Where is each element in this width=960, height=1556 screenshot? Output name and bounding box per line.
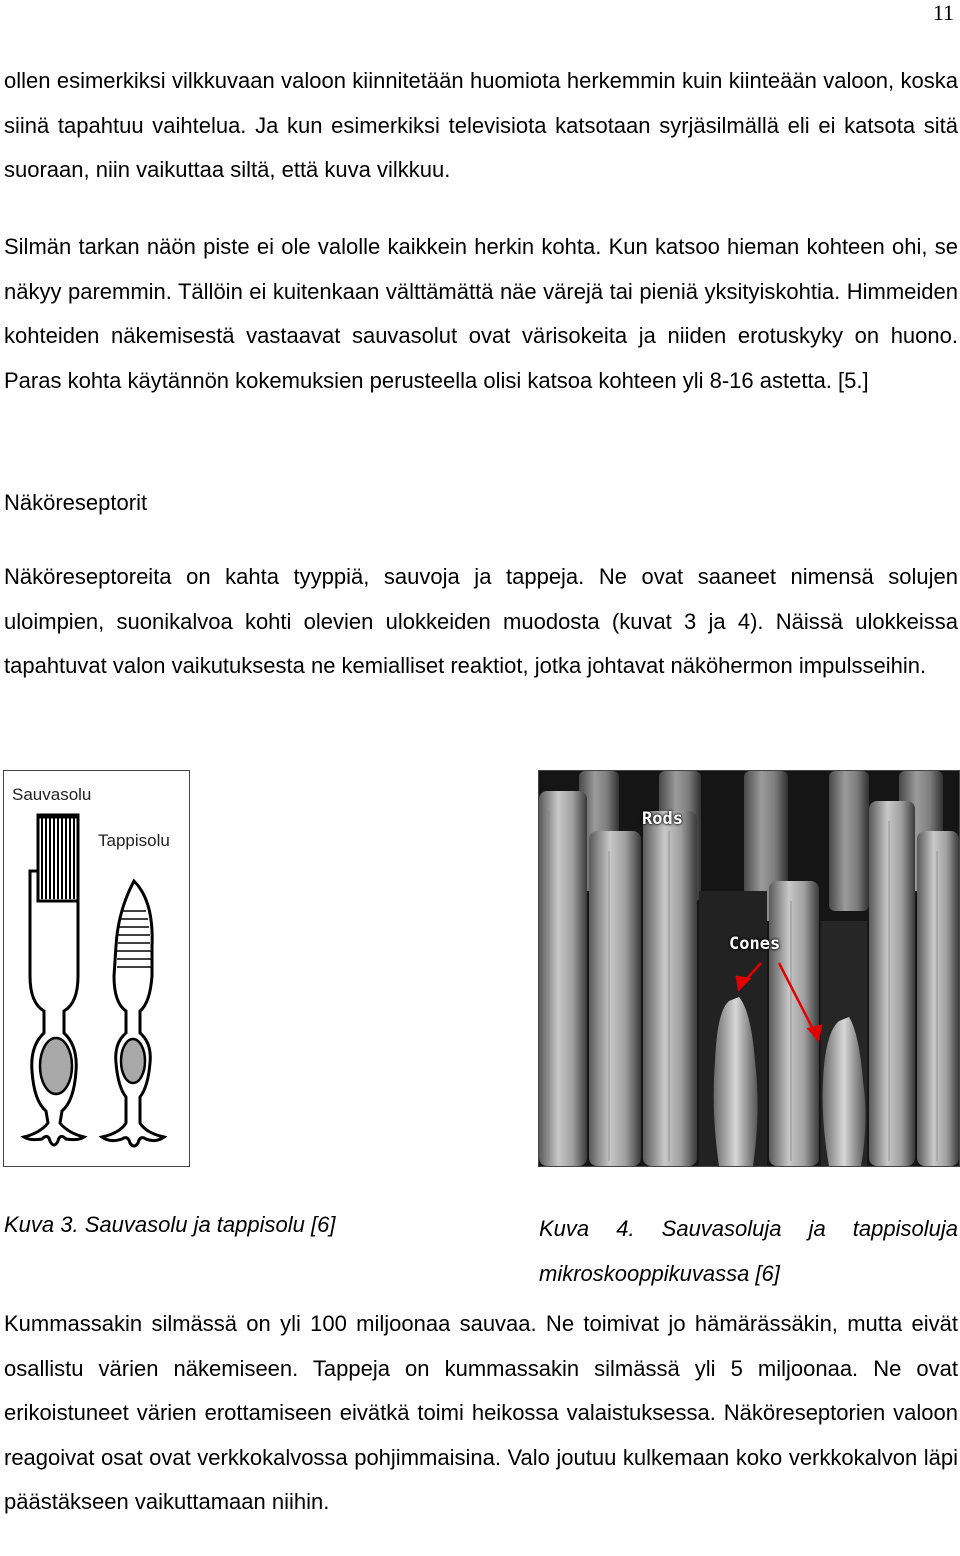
rod-label: Sauvasolu bbox=[12, 785, 92, 804]
rod-nucleus bbox=[40, 1038, 72, 1094]
micrograph-illustration bbox=[539, 771, 959, 1166]
paragraph-2: Silmän tarkan näön piste ei ole valolle kaikkein herkin kohta. Kun katsoo hieman kohteen ohi, se näkyy paremmin. Tällöin ei kuitenkaan välttämättä näe värejä tai pieniä yksityiskohtia. Himmeiden kohteiden näkemisestä vastaavat sauvasolut ovat värisokeita ja niiden erotuskyky on huono. Paras kohta käytännön kokemuksien perusteella olisi katsoa kohteen yli 8-16 astetta. [5.] bbox=[4, 234, 958, 393]
cone-cell-outline bbox=[102, 881, 164, 1146]
cones-label: Cones bbox=[729, 934, 781, 954]
figure3-caption: Kuva 3. Sauvasolu ja tappisolu [6] bbox=[4, 1212, 336, 1237]
rod-cone-illustration bbox=[4, 771, 189, 1166]
figure-rod-cone-drawing bbox=[3, 770, 190, 1167]
paragraph-4: Kummassakin silmässä on yli 100 miljoonaa sauvaa. Ne toimivat jo hämärässäkin, mutta eivät osallistu värien näkemiseen. Tappeja on kummassakin silmässä yli 5 miljoonaa. Ne ovat erikoistuneet värien erottamiseen eivätkä toimi heikossa valaistuksessa. Näköreseptorien valoon reagoivat osat ovat verkkokalvossa pohjimmaisina. Valo joutuu kulkemaan koko verkkokalvon läpi päästäkseen vaikuttamaan niihin. bbox=[4, 1311, 958, 1514]
rods-label: Rods bbox=[642, 809, 683, 829]
cone-label: Tappisolu bbox=[98, 831, 170, 850]
paragraph-1: ollen esimerkiksi vilkkuvaan valoon kiinnitetään huomiota herkemmin kuin kiinteään valoon, koska siinä tapahtuu vaihtelua. Ja kun esimerkiksi televisiota katsotaan syrjäsilmällä eli ei katsota sitä suoraan, niin vaikuttaa siltä, että kuva vilkkuu. bbox=[4, 68, 958, 182]
figure4-caption: Kuva 4. Sauvasoluja ja tappisoluja mikroskooppikuvassa [6] bbox=[539, 1216, 958, 1286]
figure-micrograph bbox=[538, 770, 960, 1167]
section-heading: Näköreseptorit bbox=[4, 490, 148, 515]
cone-nucleus bbox=[121, 1039, 145, 1083]
page-number: 11 bbox=[932, 0, 954, 25]
paragraph-3: Näköreseptoreita on kahta tyyppiä, sauvoja ja tappeja. Ne ovat saaneet nimensä solujen uloimpien, suonikalvoa kohti olevien ulokkeiden muodosta (kuvat 3 ja 4). Näissä ulokkeissa tapahtuvat valon vaikutuksesta ne kemialliset reaktiot, jotka johtavat näköhermon impulsseihin. bbox=[4, 564, 958, 678]
